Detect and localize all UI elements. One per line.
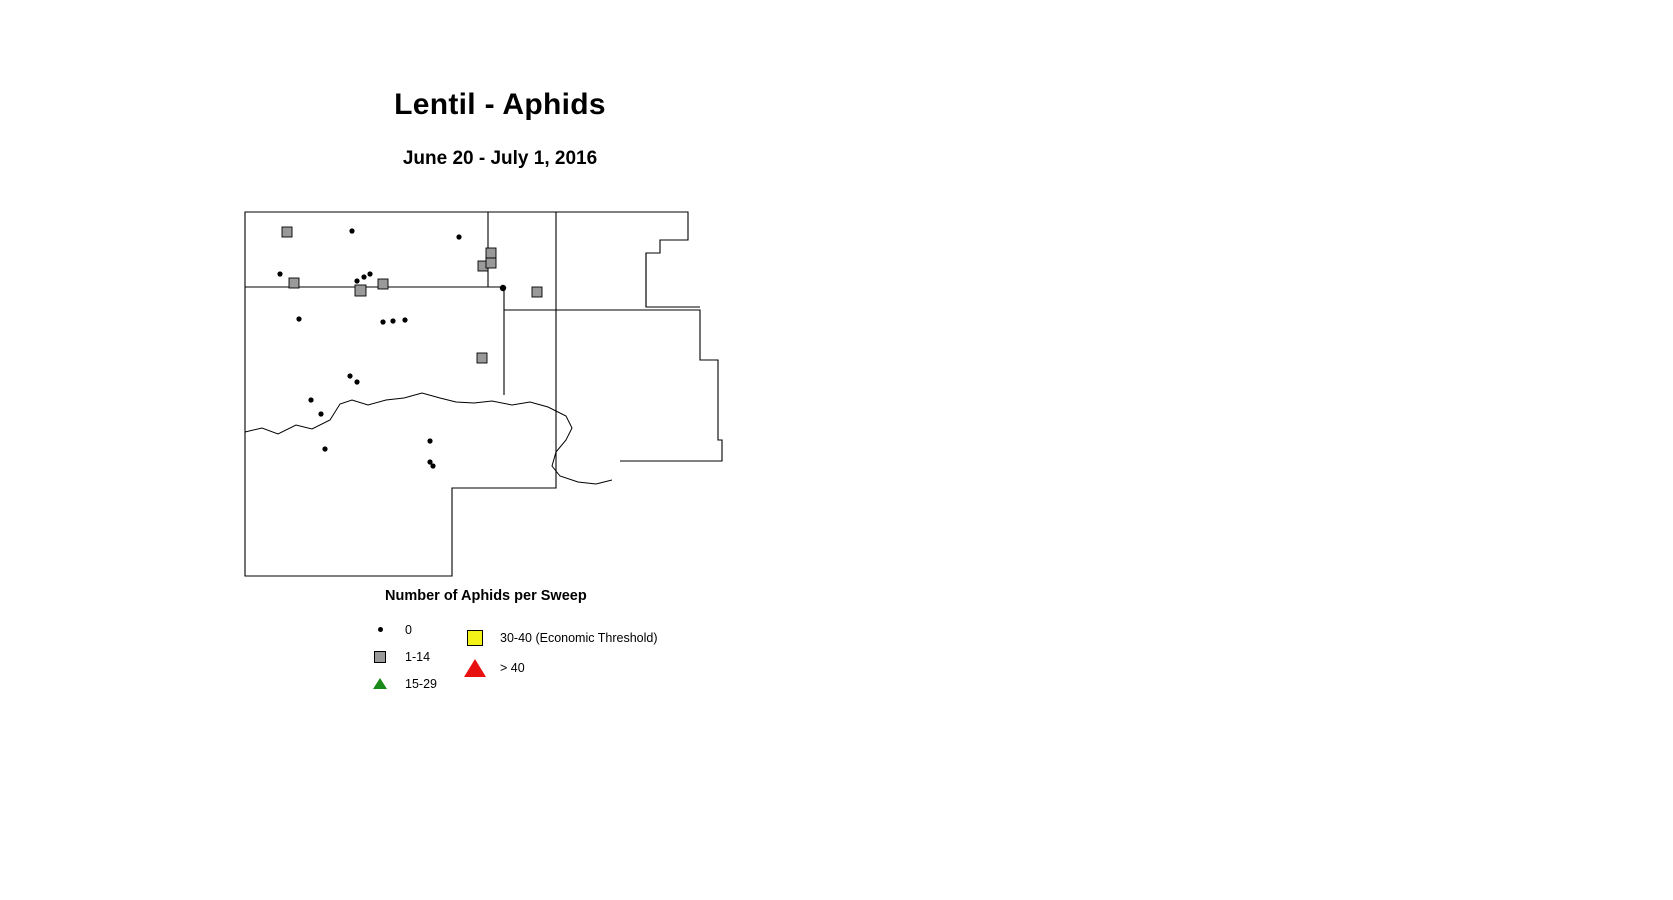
legend-column-right: [460, 624, 880, 685]
legend-item-label: > 40: [500, 661, 525, 675]
survey-point: [402, 317, 407, 322]
survey-point: [349, 228, 354, 233]
survey-point: [500, 285, 506, 291]
page-subtitle: June 20 - July 1, 2016: [402, 148, 598, 169]
legend-item-label: 15-29: [405, 676, 437, 691]
survey-point: [354, 379, 359, 384]
legend-item-label: 1-14: [405, 649, 431, 664]
legend-item-over-40: [460, 651, 880, 685]
survey-point: [390, 318, 395, 323]
river-line: [245, 393, 612, 484]
survey-point: [322, 446, 327, 451]
survey-point: [318, 411, 323, 416]
survey-point: [277, 271, 282, 276]
survey-point: [486, 248, 496, 258]
dot-black-icon: [365, 627, 395, 632]
survey-point-layer: [277, 227, 542, 469]
survey-point: [486, 258, 496, 268]
map-legend: [245, 588, 945, 706]
survey-point: [282, 227, 292, 237]
triangle-red-icon: [460, 659, 490, 677]
square-gray-icon: [365, 651, 395, 663]
survey-point: [380, 319, 385, 324]
legend-item-label: 30-40 (Economic Threshold): [500, 630, 658, 645]
page-title: Lentil - Aphids: [394, 88, 606, 121]
survey-point: [367, 271, 372, 276]
survey-point: [347, 373, 352, 378]
survey-point: [361, 274, 366, 279]
survey-point: [354, 278, 359, 283]
survey-point: [296, 316, 301, 321]
legend-title: Number of Aphids per Sweep: [385, 588, 587, 604]
square-yellow-icon: [460, 630, 490, 646]
legend-item-30-40: [460, 624, 880, 651]
survey-point: [430, 463, 435, 468]
survey-point: [427, 438, 432, 443]
survey-point: [378, 279, 388, 289]
survey-point: [456, 234, 461, 239]
survey-point: [532, 287, 542, 297]
legend-item-label: 0: [405, 622, 412, 637]
survey-point: [477, 353, 487, 363]
survey-point: [289, 278, 299, 288]
survey-point: [355, 285, 366, 296]
survey-point: [308, 397, 313, 402]
triangle-green-icon: [365, 678, 395, 689]
